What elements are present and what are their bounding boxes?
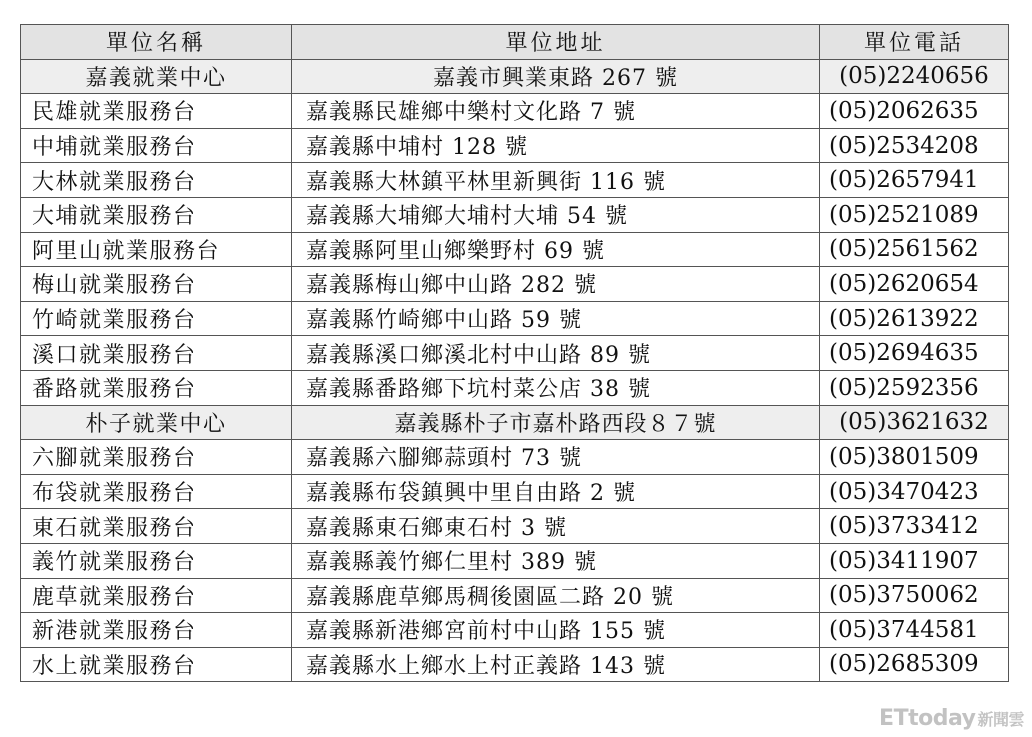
header-unit-name: 單位名稱 <box>21 25 292 60</box>
unit-name-cell: 竹崎就業服務台 <box>21 301 292 336</box>
table-row <box>21 128 1009 163</box>
unit-name-cell: 番路就業服務台 <box>21 370 292 405</box>
table-row <box>21 509 1009 544</box>
unit-phone-cell: (05)3744581 <box>820 613 1009 648</box>
unit-phone-cell: (05)2062635 <box>820 94 1009 129</box>
table-row <box>21 94 1009 129</box>
unit-name-cell: 六腳就業服務台 <box>21 440 292 475</box>
unit-name-cell: 嘉義就業中心 <box>21 59 292 94</box>
unit-phone-cell: (05)2685309 <box>820 647 1009 682</box>
watermark-brand: ETtoday <box>879 706 976 731</box>
unit-phone-cell: (05)3470423 <box>820 474 1009 509</box>
unit-address-cell: 嘉義縣民雄鄉中樂村文化路 7 號 <box>292 94 820 129</box>
table-row <box>21 197 1009 232</box>
table-row <box>21 267 1009 302</box>
watermark-suffix: 新聞雲 <box>977 710 1024 729</box>
table-row-center <box>21 59 1009 94</box>
header-unit-address: 單位地址 <box>292 25 820 60</box>
table-row <box>21 578 1009 613</box>
unit-phone-cell: (05)3733412 <box>820 509 1009 544</box>
unit-phone-cell: (05)2561562 <box>820 232 1009 267</box>
unit-address-cell: 嘉義縣鹿草鄉馬稠後園區二路 20 號 <box>292 578 820 613</box>
unit-phone-cell: (05)3801509 <box>820 440 1009 475</box>
unit-address-cell: 嘉義縣溪口鄉溪北村中山路 89 號 <box>292 336 820 371</box>
unit-phone-cell: (05)3750062 <box>820 578 1009 613</box>
table-row-center <box>21 405 1009 440</box>
table-row <box>21 613 1009 648</box>
table-row <box>21 440 1009 475</box>
unit-address-cell: 嘉義縣水上鄉水上村正義路 143 號 <box>292 647 820 682</box>
table-row <box>21 232 1009 267</box>
unit-phone-cell: (05)2620654 <box>820 267 1009 302</box>
unit-phone-cell: (05)2613922 <box>820 301 1009 336</box>
unit-phone-cell: (05)2534208 <box>820 128 1009 163</box>
table-row <box>21 163 1009 198</box>
unit-phone-cell: (05)2240656 <box>820 59 1009 94</box>
unit-address-cell: 嘉義縣中埔村 128 號 <box>292 128 820 163</box>
unit-name-cell: 朴子就業中心 <box>21 405 292 440</box>
table-row <box>21 647 1009 682</box>
unit-name-cell: 大埔就業服務台 <box>21 197 292 232</box>
unit-name-cell: 水上就業服務台 <box>21 647 292 682</box>
unit-address-cell: 嘉義縣六腳鄉蒜頭村 73 號 <box>292 440 820 475</box>
table-row <box>21 543 1009 578</box>
unit-name-cell: 民雄就業服務台 <box>21 94 292 129</box>
unit-phone-cell: (05)2521089 <box>820 197 1009 232</box>
unit-name-cell: 東石就業服務台 <box>21 509 292 544</box>
unit-name-cell: 布袋就業服務台 <box>21 474 292 509</box>
unit-name-cell: 溪口就業服務台 <box>21 336 292 371</box>
unit-address-cell: 嘉義縣竹崎鄉中山路 59 號 <box>292 301 820 336</box>
unit-name-cell: 大林就業服務台 <box>21 163 292 198</box>
table-row <box>21 370 1009 405</box>
unit-phone-cell: (05)2657941 <box>820 163 1009 198</box>
ettoday-watermark-logo <box>879 706 1024 731</box>
unit-address-cell: 嘉義市興業東路 267 號 <box>292 59 820 94</box>
unit-name-cell: 新港就業服務台 <box>21 613 292 648</box>
unit-phone-cell: (05)2694635 <box>820 336 1009 371</box>
unit-name-cell: 鹿草就業服務台 <box>21 578 292 613</box>
unit-address-cell: 嘉義縣新港鄉宮前村中山路 155 號 <box>292 613 820 648</box>
unit-address-cell: 嘉義縣布袋鎮興中里自由路 2 號 <box>292 474 820 509</box>
unit-address-cell: 嘉義縣朴子市嘉朴路西段８７號 <box>292 405 820 440</box>
unit-phone-cell: (05)3621632 <box>820 405 1009 440</box>
unit-address-cell: 嘉義縣東石鄉東石村 3 號 <box>292 509 820 544</box>
table-row <box>21 474 1009 509</box>
table-row <box>21 336 1009 371</box>
unit-name-cell: 阿里山就業服務台 <box>21 232 292 267</box>
unit-address-cell: 嘉義縣梅山鄉中山路 282 號 <box>292 267 820 302</box>
unit-address-cell: 嘉義縣大埔鄉大埔村大埔 54 號 <box>292 197 820 232</box>
unit-name-cell: 梅山就業服務台 <box>21 267 292 302</box>
header-unit-phone: 單位電話 <box>820 25 1009 60</box>
unit-address-cell: 嘉義縣義竹鄉仁里村 389 號 <box>292 543 820 578</box>
unit-address-cell: 嘉義縣阿里山鄉樂野村 69 號 <box>292 232 820 267</box>
unit-phone-cell: (05)3411907 <box>820 543 1009 578</box>
unit-phone-cell: (05)2592356 <box>820 370 1009 405</box>
unit-address-cell: 嘉義縣大林鎮平林里新興街 116 號 <box>292 163 820 198</box>
unit-address-cell: 嘉義縣番路鄉下坑村菜公店 38 號 <box>292 370 820 405</box>
office-directory-table <box>20 24 1009 682</box>
unit-name-cell: 中埔就業服務台 <box>21 128 292 163</box>
table-row <box>21 301 1009 336</box>
unit-name-cell: 義竹就業服務台 <box>21 543 292 578</box>
table-header-row <box>21 25 1009 60</box>
